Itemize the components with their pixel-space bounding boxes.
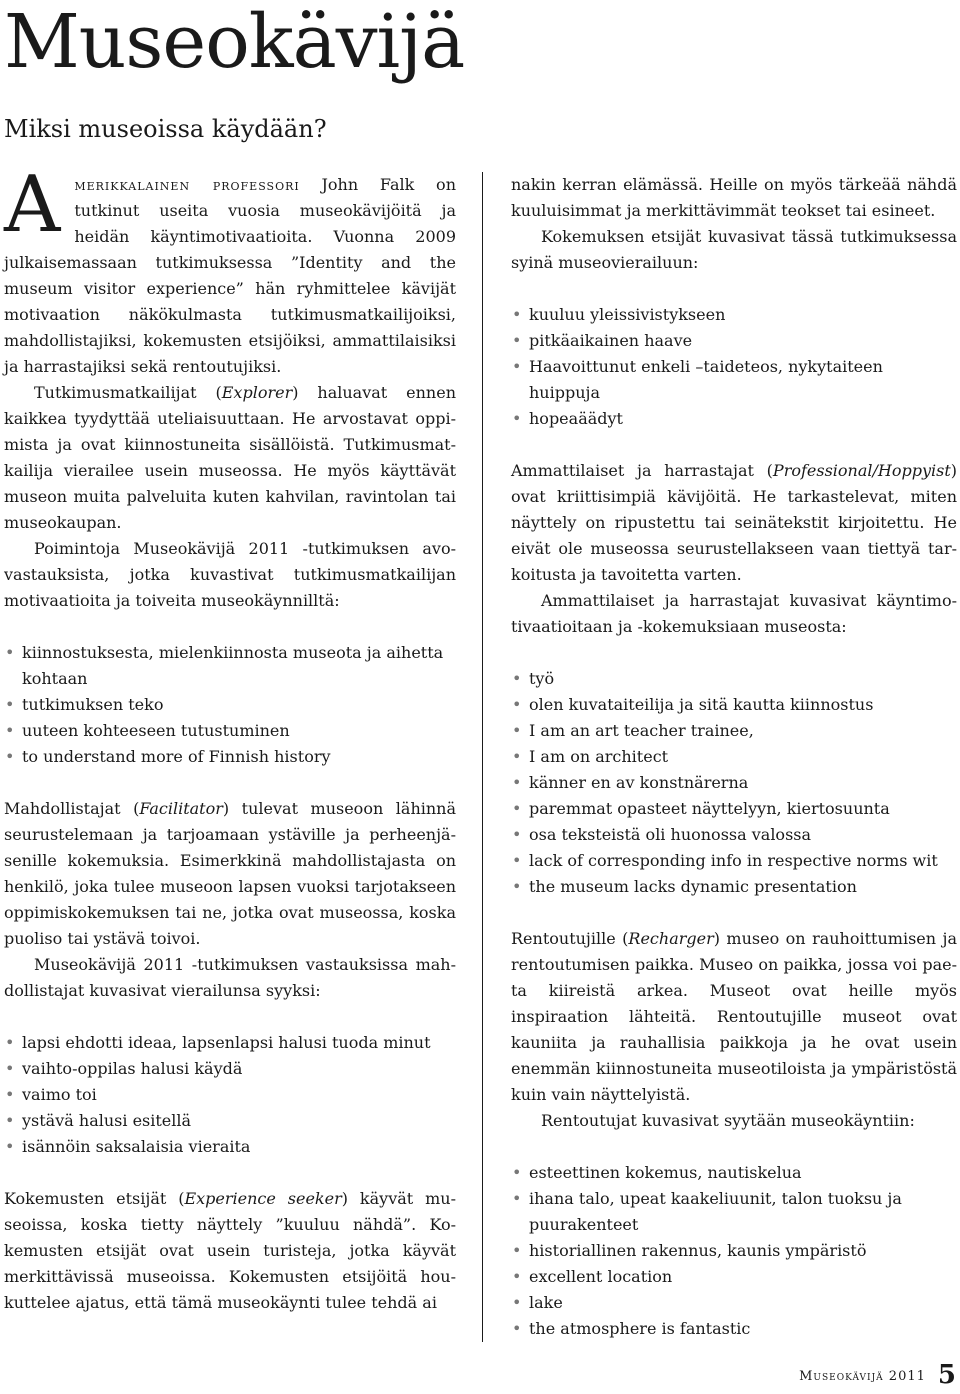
experience-seeker-quotes-intro: Kokemuksen etsijät kuvasivat tässä tutkimuksessa syinä museovierailuun: — [511, 227, 957, 272]
list-item: • esteettinen kokemus, nautiskelua — [511, 1160, 957, 1186]
page-number: 5 — [937, 1360, 956, 1390]
list-item: • olen kuvataiteilija ja sitä kautta kiinnostus — [511, 692, 957, 718]
recharger-term: Recharger — [628, 929, 714, 948]
list-item: • Haavoittunut enkeli –taideteos, nykytaiteen huippuja — [511, 354, 957, 406]
list-item: • tutkimuksen teko — [4, 692, 456, 718]
experience-seeker-term: Experience seeker — [184, 1189, 342, 1208]
list-item: • kuuluu yleissivistykseen — [511, 302, 957, 328]
experience-seeker-list — [511, 302, 957, 432]
professional-term: Professional/Hoppyist — [772, 461, 951, 480]
facilitator-quotes-intro: Museokävijä 2011 -tutkimuksen vastauksissa mahdollistajat kuvasivat vierailunsa syyksi: — [4, 955, 456, 1000]
intro-text: John Falk on tutkinut useita vuosia museokävijöitä ja heidän käyntimotivaatioita. Vuonna 2009 julkaisemassaan tutkimuksessa ”Identity and the museum visitor experience” hän ryhmittelee kävijät motivaation näkökulmasta tutkimusmatkailijoiksi, mahdollistajiksi, kokemusten etsijöiksi, ammattilaisiksi ja harrastajiksi sekä rentoutujiksi. — [4, 175, 456, 376]
explorer-list — [4, 640, 456, 770]
column-divider — [482, 172, 483, 1342]
list-item: • lapsi ehdotti ideaa, lapsenlapsi halusi tuoda minut — [4, 1030, 456, 1056]
explorer-paragraph: Tutkimusmatkailijat (Explorer) haluavat ennen kaikkea tyydyttää uteliaisuuttaan. He arvostavat oppimista ja ovat kiinnostuneita sisällöistä. Tutkimusmatkailija vierailee usein museossa. He myös käyttävät museon muita palveluita kuten kahvilan, ravintolan tai museokaupan. — [4, 383, 457, 532]
list-item: • paremmat opasteet näyttelyyn, kiertosuunta — [511, 796, 957, 822]
list-item: • lack of corresponding info in respective norms wit — [511, 848, 957, 874]
list-item: • ihana talo, upeat kaakeliuunit, talon tuoksu ja puurakenteet — [511, 1186, 957, 1238]
professional-quotes-intro: Ammattilaiset ja harrastajat kuvasivat käyntimotivaatioitaan ja -kokemuksiaan museosta: — [511, 591, 957, 636]
list-item: • känner en av konstnärerna — [511, 770, 957, 796]
right-column — [511, 172, 957, 1368]
recharger-list — [511, 1160, 957, 1342]
experience-seeker-paragraph: Kokemusten etsijät (Experience seeker) käyvät museoissa, koska tietty näyttely ”kuuluu nähdä”. Kokemusten etsijät ovat usein turisteja, jotka käyvät merkittävissä museoissa. Kokemusten etsijöitä houkuttelee ajatus, että tämä museokäynti tulee tehdä ai — [4, 1189, 457, 1312]
professional-list — [511, 666, 957, 900]
list-item: • ystävä halusi esitellä — [4, 1108, 456, 1134]
section-heading: Miksi museoissa käydään? — [4, 115, 327, 143]
experience-seeker-continued: nakin kerran elämässä. Heille on myös tärkeää nähdä kuuluisimmat ja merkittävimmät teokset tai esineet. — [511, 175, 957, 220]
facilitator-list — [4, 1030, 456, 1160]
recharger-paragraph: Rentoutujille (Recharger) museo on rauhoittumisen ja rentoutumisen paikka. Museo on paikka, jossa voi paeta kiireistä arkea. Museot ovat heille myös inspiraation lähteitä. Rentoutujille museot ovat kauniita ja rauhallisia paikkoja ja he ovat usein enemmän kiinnostuneita museotiloista ja ympäristöstä kuin vain näyttelyistä. — [511, 929, 958, 1104]
page-footer — [799, 1360, 956, 1392]
explorer-term: Explorer — [221, 383, 293, 402]
list-item: • historiallinen rakennus, kaunis ympäristö — [511, 1238, 957, 1264]
list-item: • I am an art teacher trainee, — [511, 718, 957, 744]
explorer-quotes-intro: Poimintoja Museokävijä 2011 -tutkimuksen avovastauksista, jotka kuvastivat tutkimusmatkailijan motivaatioita ja toiveita museokäynnilltä: — [4, 539, 456, 610]
list-item: • hopeaäädyt — [511, 406, 957, 432]
drop-cap: A — [4, 160, 61, 250]
recharger-quotes-intro: Rentoutujat kuvasivat syytään museokäyntiin: — [541, 1111, 915, 1130]
professional-paragraph: Ammattilaiset ja harrastajat (Professional/Hoppyist) ovat kriittisimpiä kävijöitä. He tarkastelevat, miten näyttely on ripustettu tai seinätekstit kirjoitettu. He eivät ole museossa seurustellakseen vaan tiettyä tarkoitusta ja tavoitetta varten. — [511, 461, 957, 584]
intro-smallcaps: merikkalainen professori — [74, 175, 300, 194]
footer-label: Museokävijä 2011 — [799, 1369, 926, 1384]
facilitator-term: Facilitator — [139, 799, 223, 818]
list-item: • I am on architect — [511, 744, 957, 770]
list-item: • vaimo toi — [4, 1082, 456, 1108]
page-title: Museokävijä — [4, 0, 465, 85]
list-item: • to understand more of Finnish history — [4, 744, 456, 770]
list-item: • isännöin saksalaisia vieraita — [4, 1134, 456, 1160]
list-item: • vaihto-oppilas halusi käydä — [4, 1056, 456, 1082]
list-item: • osa teksteistä oli huonossa valossa — [511, 822, 957, 848]
list-item: • työ — [511, 666, 957, 692]
list-item: • the atmosphere is fantastic — [511, 1316, 957, 1342]
list-item: • lake — [511, 1290, 957, 1316]
facilitator-paragraph: Mahdollistajat (Facilitator) tulevat museoon lähinnä seurustelemaan ja tarjoamaan ystäville ja perheenjäsenille kokemuksia. Esimerkkinä mahdollistajasta on henkilö, joka tulee museoon lapsen vuoksi tarjotakseen oppimiskokemuksen tai ne, jotka ovat museossa, koska puoliso tai ystävä toivoi. — [4, 799, 457, 948]
list-item: • kiinnostuksesta, mielenkiinnosta museota ja aihetta kohtaan — [4, 640, 456, 692]
left-column — [4, 160, 457, 1316]
list-item: • excellent location — [511, 1264, 957, 1290]
intro-paragraph — [4, 160, 456, 380]
list-item: • uuteen kohteeseen tutustuminen — [4, 718, 456, 744]
list-item: • pitkäaikainen haave — [511, 328, 957, 354]
list-item: • the museum lacks dynamic presentation — [511, 874, 957, 900]
